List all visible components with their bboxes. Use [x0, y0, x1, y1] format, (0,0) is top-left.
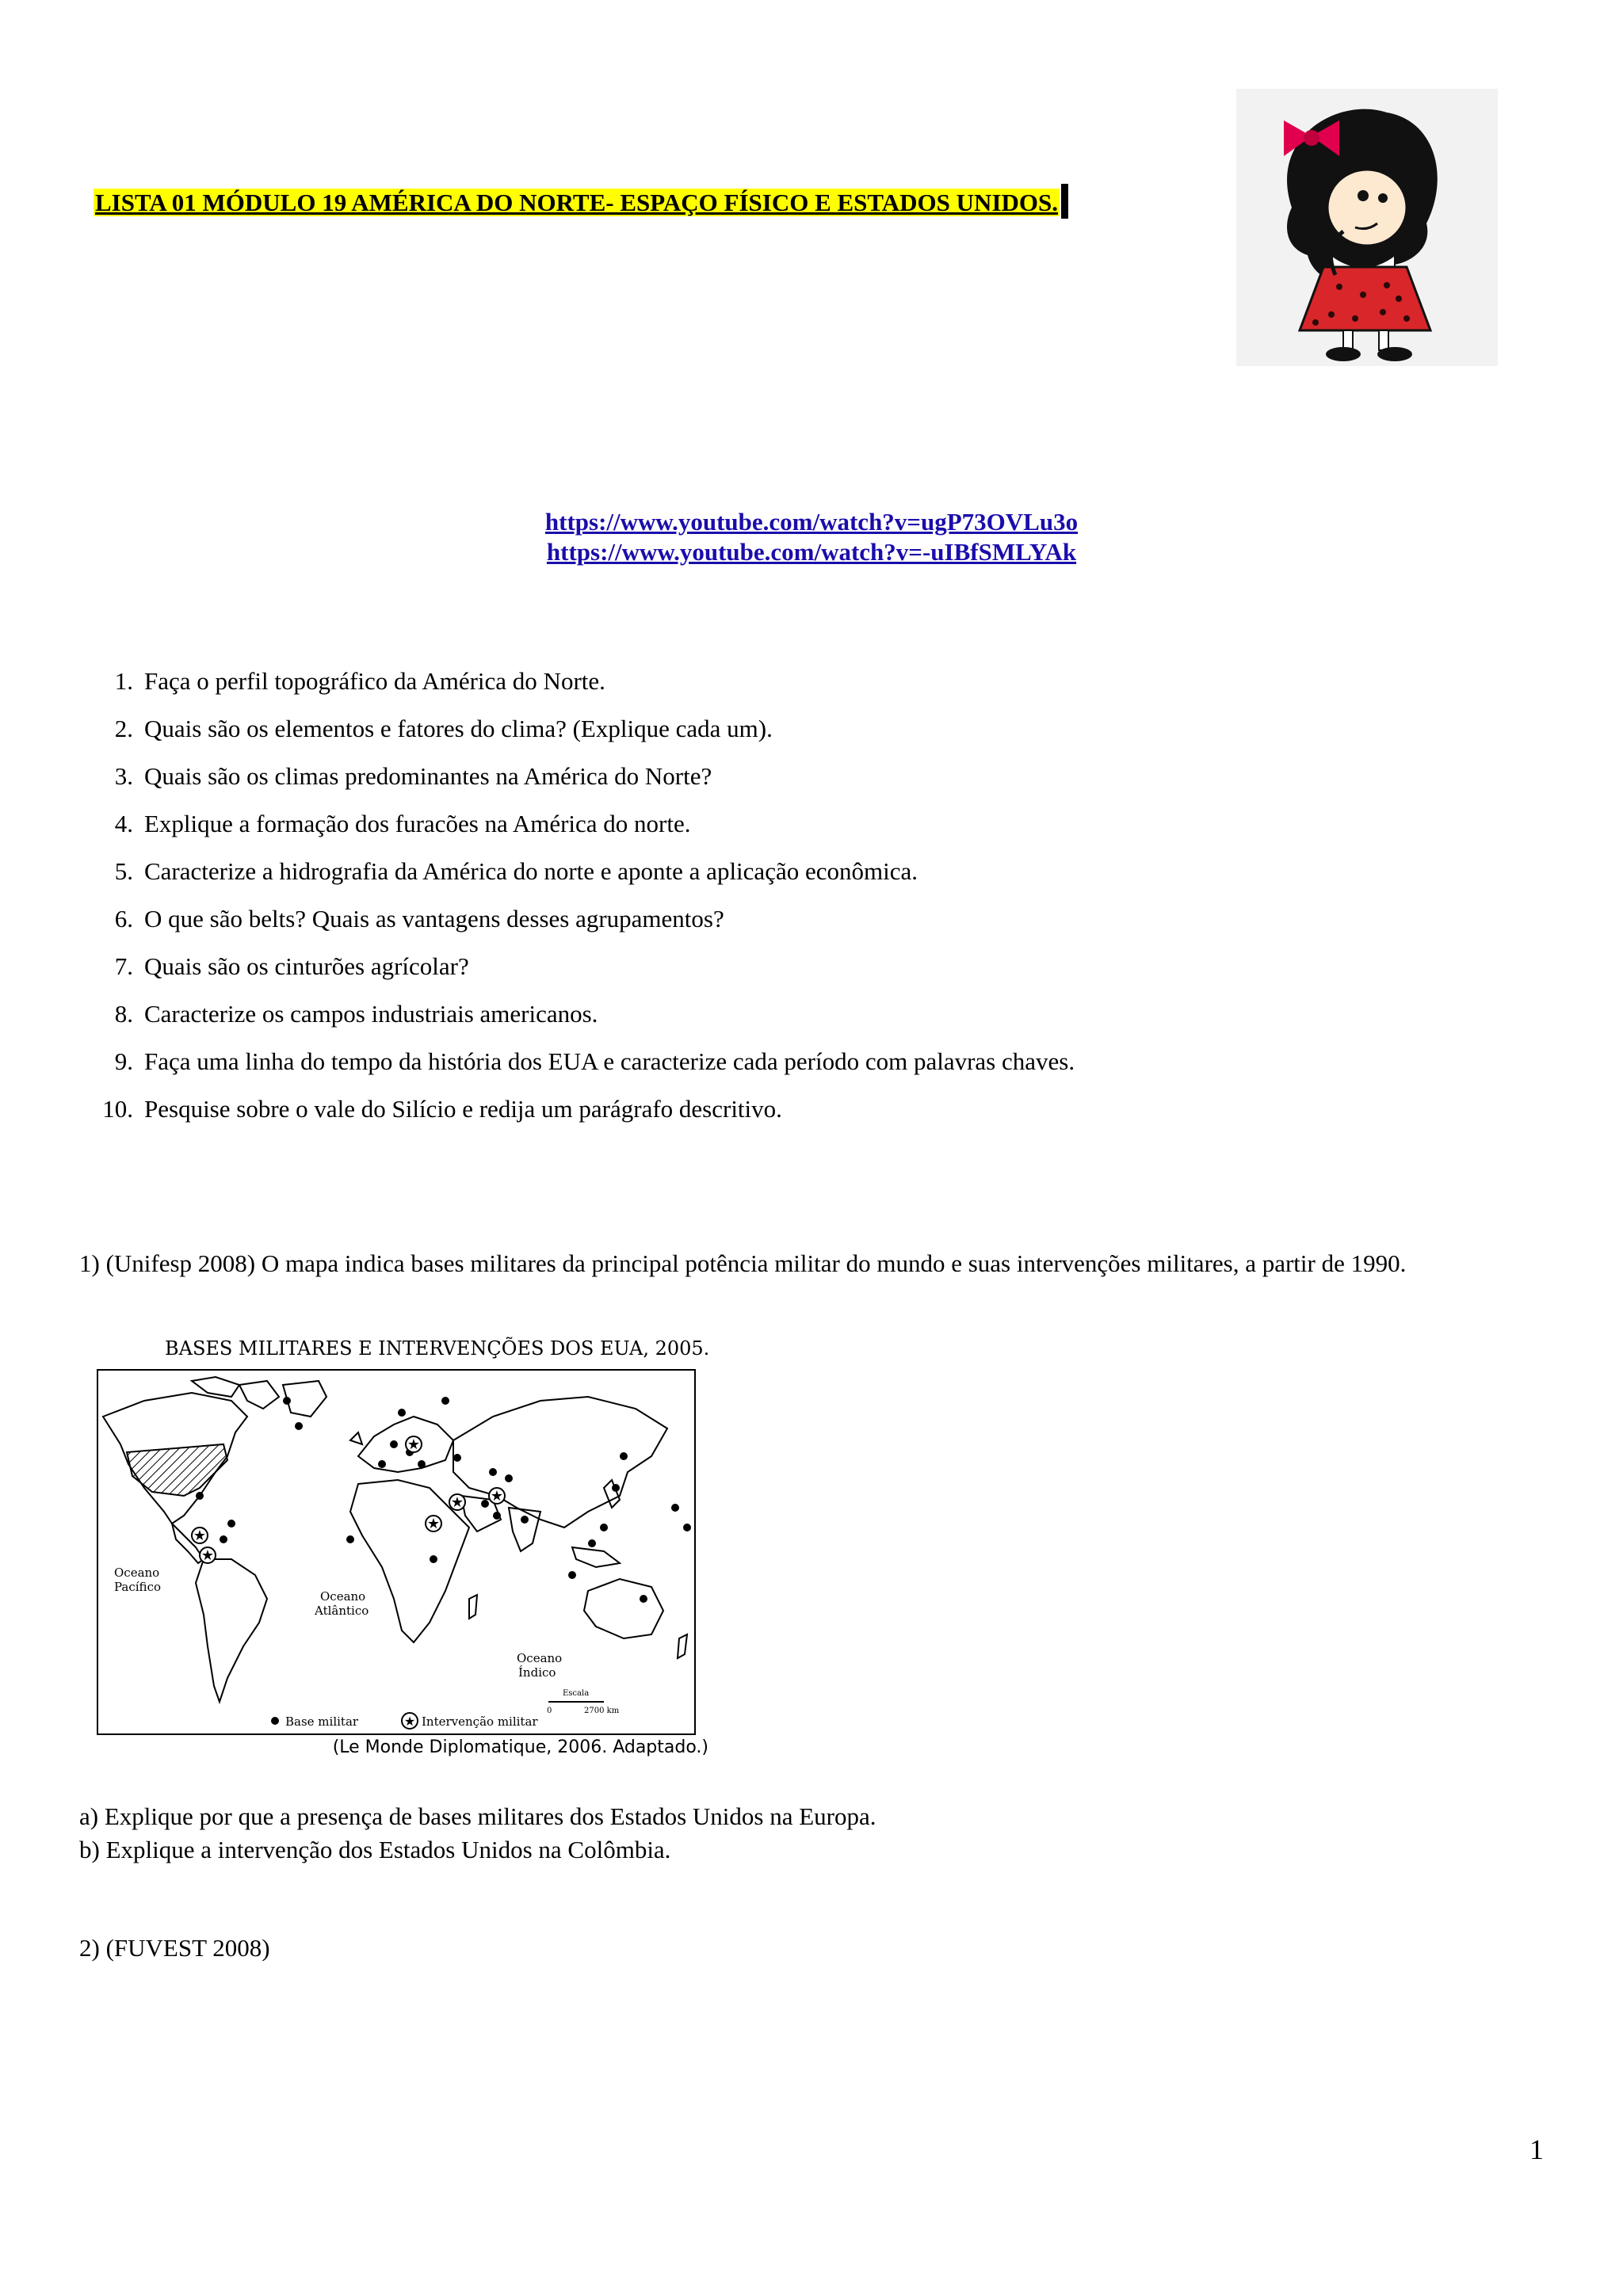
svg-text:★: ★ [407, 1436, 421, 1453]
svg-text:★: ★ [490, 1488, 504, 1505]
question-item: 5. Caracterize a hidrografia da América do norte e aponte a aplicação econômica. [114, 857, 918, 885]
svg-text:Escala: Escala [563, 1689, 590, 1698]
exercise-1-intro: 1) (Unifesp 2008) O mapa indica bases militares da principal potência militar do mundo e suas intervenções militares, a partir de 1990. [79, 1249, 1407, 1277]
svg-text:★: ★ [450, 1494, 464, 1511]
svg-text:★: ★ [426, 1516, 441, 1532]
cartoon-girl-icon [1236, 89, 1498, 366]
svg-text:★: ★ [193, 1527, 207, 1544]
question-item: 4. Explique a formação dos furacões na América do norte. [114, 810, 691, 837]
svg-text:Intervenção militar: Intervenção militar [422, 1714, 538, 1729]
question-item: 2. Quais são os elementos e fatores do clima? (Explique cada um). [114, 715, 773, 742]
svg-text:★: ★ [200, 1547, 215, 1564]
video-links [0, 507, 1623, 567]
map-title: BASES MILITARES E INTERVENÇÕES DOS EUA, 2005. [165, 1337, 710, 1360]
page-title [94, 184, 1068, 219]
exercise-1-item-a: a) Explique por que a presença de bases militares dos Estados Unidos na Europa. [79, 1802, 876, 1830]
cartoon-illustration [1236, 89, 1498, 366]
question-item: 6. O que são belts? Quais as vantagens desses agrupamentos? [114, 905, 724, 933]
exercise-2-intro: 2) (FUVEST 2008) [79, 1934, 270, 1962]
map-source: (Le Monde Diplomatique, 2006. Adaptado.) [332, 1737, 708, 1757]
question-item: 7. Quais são os cinturões agrícolar? [114, 952, 469, 980]
question-item: 9. Faça uma linha do tempo da história dos EUA e caracterize cada período com palavras chaves. [114, 1047, 1075, 1075]
page-number: 1 [1529, 2134, 1544, 2165]
question-list [79, 667, 1075, 1142]
question-item: 8. Caracterize os campos industriais americanos. [114, 1000, 598, 1028]
world-map [97, 1369, 696, 1735]
military-bases-map [94, 1337, 708, 1765]
svg-text:★: ★ [403, 1714, 416, 1729]
text-cursor [1061, 184, 1068, 219]
question-item: 10. Pesquise sobre o vale do Silício e redija um parágrafo descritivo. [102, 1095, 782, 1123]
svg-text:2700 km: 2700 km [584, 1707, 620, 1715]
svg-text:Base militar: Base militar [285, 1714, 359, 1729]
label-indian: Oceano Índico [517, 1651, 563, 1680]
question-item: 3. Quais são os climas predominantes na América do Norte? [114, 762, 712, 790]
label-pacific: Oceano Pacífico [114, 1566, 161, 1594]
page-title-text: LISTA 01 MÓDULO 19 AMÉRICA DO NORTE- ESPAÇO FÍSICO E ESTADOS UNIDOS. [95, 189, 1058, 216]
svg-text:0: 0 [547, 1707, 552, 1715]
label-atlantic: Oceano Atlântico [315, 1589, 369, 1618]
exercise-1-item-b: b) Explique a intervenção dos Estados Unidos na Colômbia. [79, 1836, 671, 1863]
youtube-link-1[interactable]: https://www.youtube.com/watch?v=ugP73OVLu3o [544, 508, 1079, 536]
youtube-link-2[interactable]: https://www.youtube.com/watch?v=-uIBfSMLYAk [546, 538, 1077, 566]
question-item: 1. Faça o perfil topográfico da América do Norte. [114, 667, 605, 695]
